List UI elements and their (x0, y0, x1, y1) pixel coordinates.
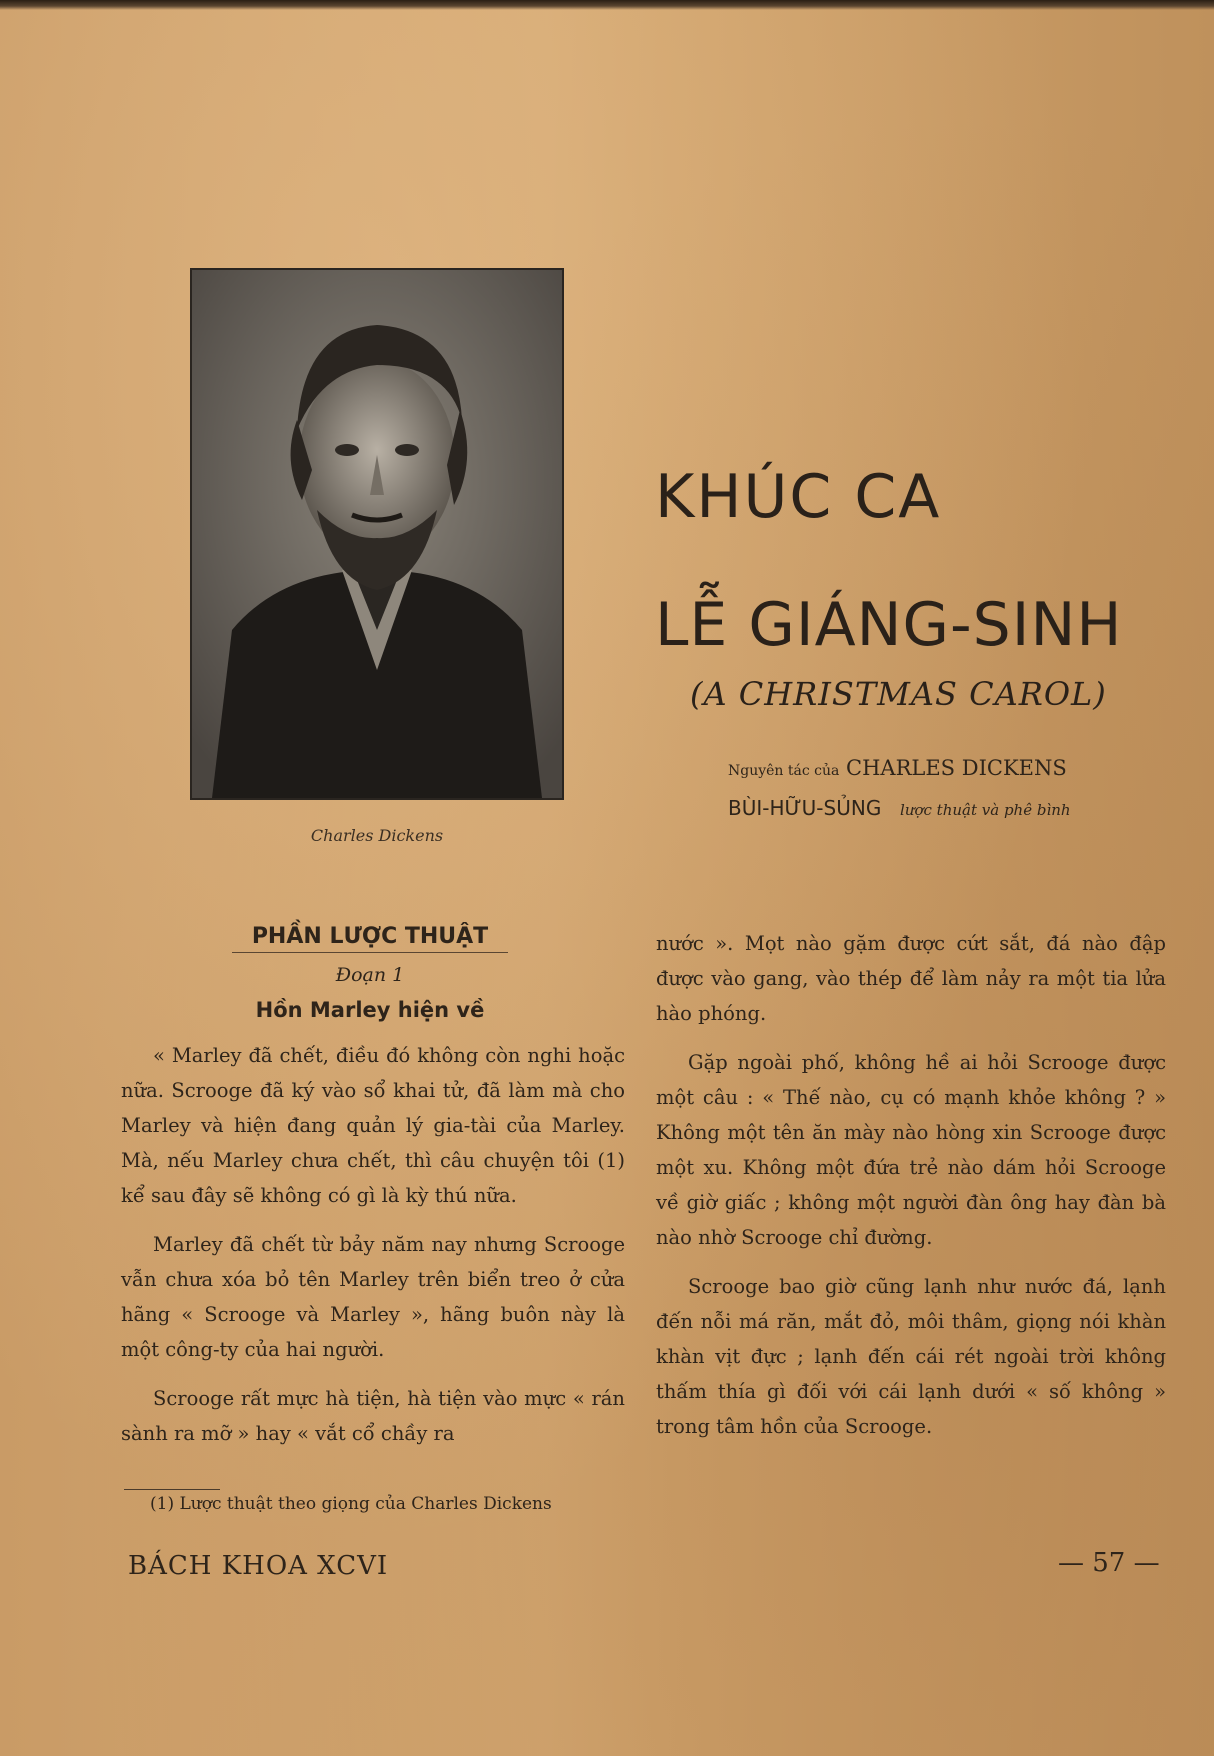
right-column (656, 926, 1166, 1458)
publication-name: BÁCH KHOA XCVI (128, 1551, 389, 1581)
paragraph: Marley đã chết từ bảy năm nay nhưng Scrooge vẫn chưa xóa bỏ tên Marley trên biển treo ở cửa hãng « Scrooge và Marley », hãng buôn này là một công-ty của hai người. (121, 1233, 625, 1361)
title-line-1: KHÚC CA (655, 462, 942, 532)
adapter-credit (728, 796, 1071, 820)
portrait-caption: Charles Dickens (310, 826, 444, 845)
paragraph: « Marley đã chết, điều đó không còn nghi hoặc nữa. Scrooge đã ký vào sổ khai tử, đã làm mà cho Marley và hiện đang quản lý gia-tài của Marley. Mà, nếu Marley chưa chết, thì câu chuyện tôi (1) kể sau đây sẽ không có gì là kỳ thú nữa. (121, 1044, 625, 1207)
part-label: Đoạn 1 (335, 964, 405, 986)
footnote: (1) Lược thuật theo giọng của Charles Dickens (150, 1494, 552, 1514)
page-number: — 57 — (1058, 1548, 1160, 1578)
original-author-credit (728, 756, 1067, 780)
english-subtitle: (A CHRISTMAS CAROL) (690, 675, 1107, 713)
left-column (121, 1038, 625, 1465)
paragraph: Scrooge bao giờ cũng lạnh như nước đá, lạnh đến nỗi má răn, mắt đỏ, môi thâm, giọng nói khàn khàn vịt đực ; lạnh đến cái rét ngoài trời không thấm thía gì đối với cái lạnh dưới « số không » trong tâm hồn của Scrooge. (656, 1275, 1166, 1438)
page-top-edge (0, 0, 1214, 10)
portrait-photo (190, 268, 564, 800)
original-author: CHARLES DICKENS (846, 756, 1067, 780)
adapter-role: lược thuật và phê bình (900, 801, 1071, 819)
adapter-name: BÙI-HỮU-SỦNG (728, 796, 882, 820)
paragraph: nước ». Mọt nào gặm được cứt sắt, đá nào đập được vào gang, vào thép để làm nảy ra một tia lửa hào phóng. (656, 932, 1166, 1025)
paragraph: Gặp ngoài phố, không hề ai hỏi Scrooge được một câu : « Thế nào, cụ có mạnh khỏe không ? » Không một tên ăn mày nào hòng xin Scrooge được một xu. Không một đứa trẻ nào dám hỏi Scrooge về giờ giấc ; không một người đàn ông hay đàn bà nào nhờ Scrooge chỉ đường. (656, 1051, 1166, 1249)
original-label: Nguyên tác của (728, 763, 840, 779)
section-title: PHẦN LƯỢC THUẬT (232, 924, 508, 953)
paragraph: Scrooge rất mực hà tiện, hà tiện vào mực « rán sành ra mỡ » hay « vắt cổ chầy ra (121, 1387, 625, 1445)
part-heading: Hồn Marley hiện về (255, 998, 485, 1022)
footnote-divider (124, 1489, 220, 1490)
portrait-illustration (192, 270, 562, 798)
title-line-2: LỄ GIÁNG-SINH (655, 590, 1123, 660)
